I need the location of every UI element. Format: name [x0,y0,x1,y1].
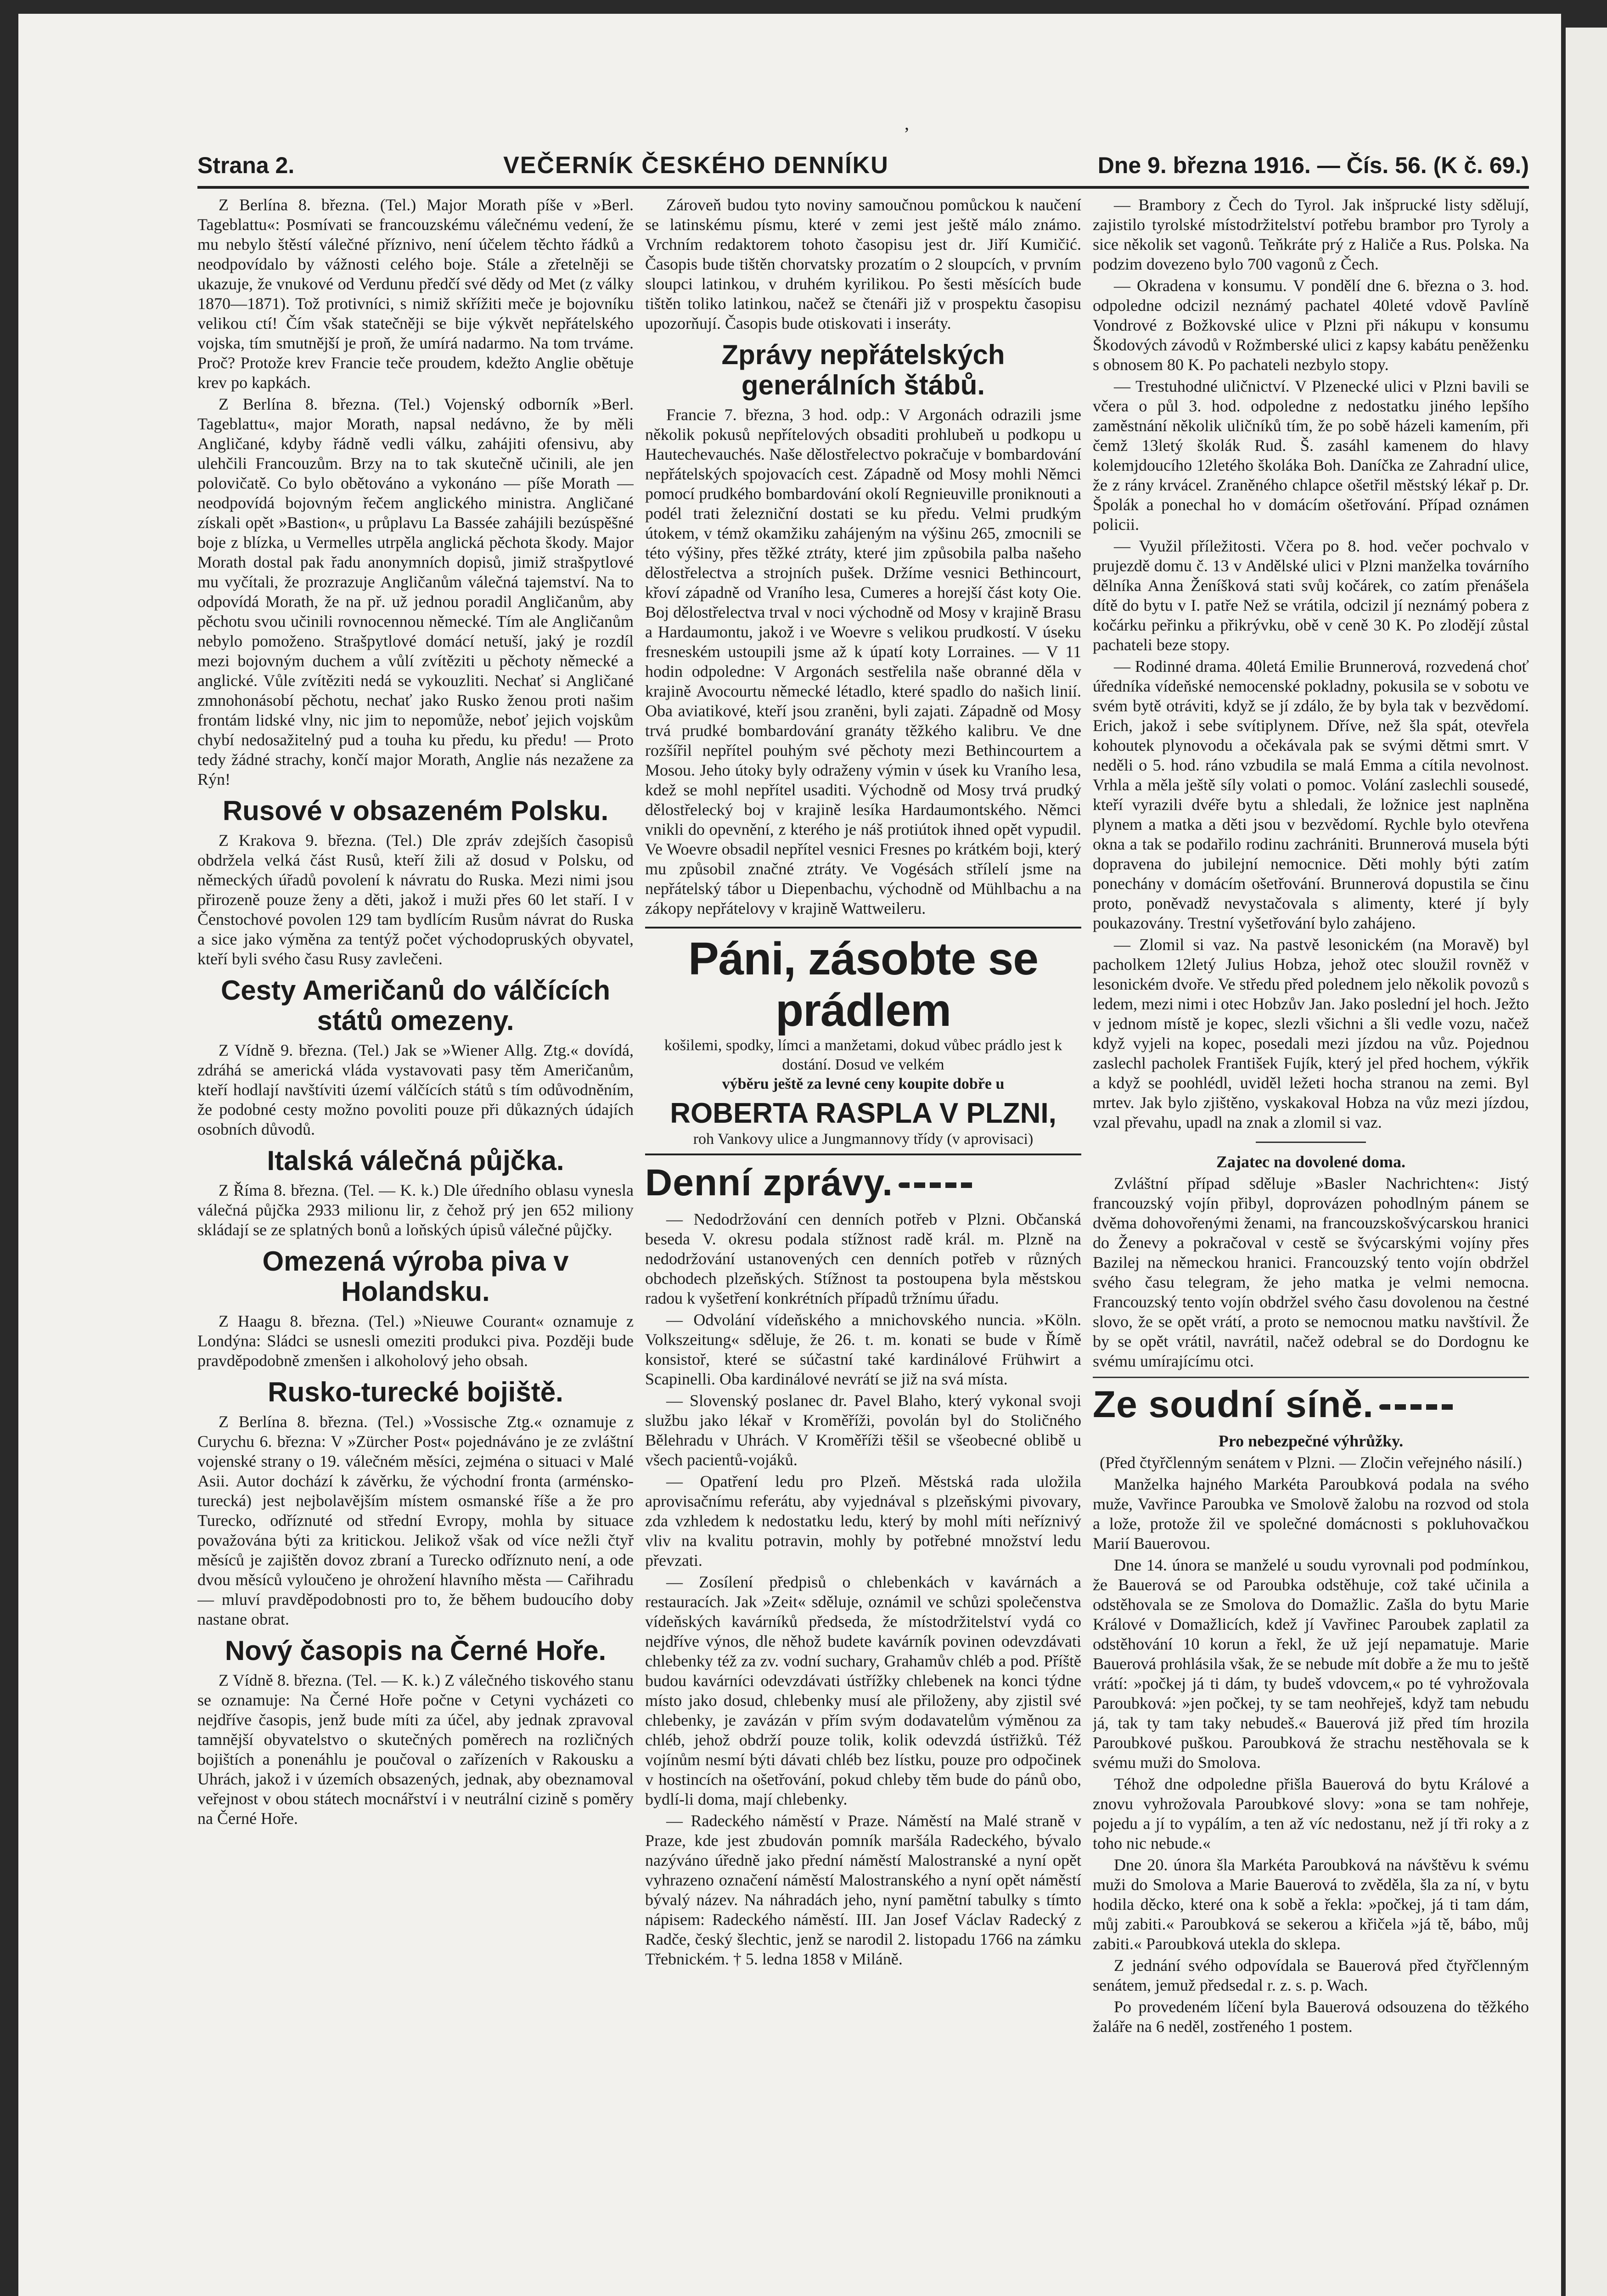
ad-line-1: košilemi, spodky, límci a manžetami, dokud vůbec prádlo jest k dostání. Dosud ve velkém [664,1037,1062,1073]
court-p1: Manželka hajného Markéta Paroubková podala na svého muže, Vavřince Paroubka ve Smolově žalobu na rozvod od stola a lože, protože žil ve společné domácnosti s pokluhovačkou Marií Bauerovou. [1093,1475,1529,1553]
article-pivo-holandsko: Z Haagu 8. března. (Tel.) »Nieuwe Courant« oznamuje z Londýna: Sládci se usnesli omeziti produkci piva. Později bude pravděpodobně zmenšen i alkoholový jeho obsah. [197,1312,634,1370]
article-rusko-turecke: Z Berlína 8. března. (Tel.) »Vossische Ztg.« oznamuje z Curychu 6. března: V »Zürcher Post« pojednáváno je ze zvláštní vojenské strany o 19. válečném měsíci, zejména o situaci v Malé Asii. Autor dochází k závěrku, že východní fronta (arménsko-turecká) jest nejbolavějším místem osmanské říše a že pro Turecko, odříznuté od střední Evropy, mohla by situace považována býti za kritickou. Jelikož však od více nežli čtyř měsíců je zajištěn dovoz zbraní a Turecko odříznuto není, a ode dvou měsíců vyloučeno je ohrožení hlavního města — Cařihradu — mluví pravděpodobnosti pro to, že během budoucího doby nastane obrat. [197,1412,634,1628]
court-p6: Po provedeném líčení byla Bauerová odsouzena do těžkého žaláře na 6 neděl, zostřeného 1 postem. [1093,1998,1529,2036]
article-zajatec: Zvláštní případ sděluje »Basler Nachrichten«: Jistý francouzský vojín přibyl, doprovázen pohodlným pánem se dvěma dohovořenými ženami, na francouzskošvýcarskou hranici do Ženevy a pokračoval v cestě se švýcarskými vojíny přes Bazilej na německou hranici. Francouzský tento vojín obdržel svého času telegram, že jeho matka je velmi nemocna. Francouzský tento vojín obdržel svého času dovolenou na čestné slovo, že se opět vrátí, a proto se nemocnou matku navštívil. Že by se opět vrátil, navrátil, načež odebral se do Dordognu ke svému umírajícímu otci. [1093,1174,1529,1370]
court-p3: Téhož dne odpoledne přišla Bauerová do bytu Králové a znovu vyhrožovala Paroubkové slovy: »ona se tam nohřeje, pojedu a jí to vypálím, a ten až víc nedostanu, než jí tři roky a z toho nic nebude.« [1093,1775,1529,1852]
court-p5: Z jednání svého odpovídala se Bauerová před čtyřčlenným senátem, jemuž předsedal r. z. s. p. Wach. [1093,1956,1529,1994]
header-rule [197,186,1529,189]
article-morath-2: Z Berlína 8. března. (Tel.) Vojenský odborník »Berl. Tageblattu«, major Morath, napsal nedávno, že by měli Angličané, kdyby řádně vedli válku, zahájiti ofensivu, aby ulehčili Francouzům. Brzy na to tak skutečně učinili, ale jen polovičatě. Co bylo obětováno a vykonáno — píše Morath — neodpovídá bojovným řečem anglického ministra. Angličané získali opět »Bastion«, u průplavu La Bassée zahájili bezúspěšné boje z blízka, u Vermelles utrpěla anglická pěchota škody. Major Morath dostal pak řadu anonymních dopisů, jimiž strašpytlové mu vyčítali, že prozrazuje Angličanům válečná tajemství. Na to odpovídá Morath, že na př. už jednou poradil Angličanům, aby pěchotu svou učinili rovnocennou německé. Tím ale Angličanům nebylo pomoženo. Strašpytlové domácí netuší, jaký je rozdíl mezi bojovným duchem a vůlí zvítěziti u pěchoty německé a anglické. Vůle zvítěziti nedá se vykouzliti. Nechať si Angličané zmnohonásobí pěchotu, nechať jako Rusko ženou proti našim frontám lidské vlny, nic jim to nepomůže, neboť jejich vojskům chybí nedosažitelný pud a touha ku předu, ku předu! — Proto tedy žádné strachy, končí major Morath, Anglie nás nezažene za Rýn! [197,395,634,788]
separator [1256,1142,1366,1143]
article-morath-1: Z Berlína 8. března. (Tel.) Major Morath píše v »Berl. Tageblattu«: Posmívati se francouzskému válečnému vedení, že mu nebylo štěstí válečné příznivo, není účelem těchto řádků a neodpovídalo by vážnosti celého boje. Stále a zřetelněji se ukazuje, že vnukové od Verdunu předčí své dědy od Met (z války 1870—1871). Tož protivníci, s nimiž skřížiti meče je bojovníku velikou ctí! Čím však statečněji se bije výkvět nepřátelského vojska, tím smutnější je proň, že umírá nadarmo. Na tom trváme. Proč? Protože krev Francie teče proudem, kdežto Anglie obětuje krev po kapkách. [197,196,634,392]
headline-rusko-turecke: Rusko-turecké bojiště. [268,1377,563,1407]
subheadline-senat: (Před čtyřčlenným senátem v Plzni. — Zločin veřejného násilí.) [1100,1453,1522,1472]
news-okradena: — Okradena v konsumu. V pondělí dne 6. března o 3. hod. odpoledne odcizil neznámý pachatel 40leté vdově Pavlíně Vondrové z Božkovské ulice v Plzni při nákupu v konsumu Škodových závodů v Rožmberské ulici z kapsy kabátu peněženku s obnosem 80 K. Po pachateli nezbylo stopy. [1093,276,1529,374]
newspaper-page [18,14,1561,2296]
scan-speck: , [905,113,909,134]
article-rusove-polsko: Z Krakova 9. března. (Tel.) Dle zpráv zdejších časopisů obdržela velká část Rusů, kteří žili až dosud v Polsku, od německých úřadů povolení k návratu do Ruska. Mezi nimi jsou přirozeně pouze ženy a děti, jakož i muži přes 60 let staří. I v Čenstochové povolen 129 tam bydlícím Rusům návrat do Ruska a sice jako výměna za tentýž počet východopruských obyvatel, kteří byli svého času Rusy zavlečeni. [197,831,634,968]
news-chlebenky: — Zosílení předpisů o chlebenkách v kavárnách a restauracích. Jak »Zeit« sděluje, oznámil ve schůzi společenstva vídeňských kavárníků předseda, že místodržitelství vydá co nejdříve výnos, dle něhož budete kavárník povinen odevzdávati chlebenky též za zv. vodní suchary, Grahamův chléb a pod. Příště budou kavárníci odevzdávati ústřížky chlebenek na konci týdne místo jako dosud, chlebenky musí ale přiloženy, aby zjistil své chlebenky, je zavázán v přím svým dodavatelům výměnou za chléb, jehož obdrží pouze tolik, kolik odevzdá ústřižků. Též vojínům nesmí býti dávati chléb bez lístku, pouze pro odpočinek v hostincích na ošetřování, pokud chleby těm bude do pánů obo, bydlí-li doma, mají chlebenky. [645,1573,1081,1808]
article-cesty-americanu: Z Vídně 9. března. (Tel.) Jak se »Wiener Allg. Ztg.« dovídá, zdráhá se americká vláda vystavovati pasy těm Američanům, kteří hodlají navštíviti území válčících států s tím odůvodněním, že podobné cesty možno povoliti pouze při důkazných údajích osobních důvodů. [197,1041,634,1138]
news-odvolani-nuncia: — Odvolání vídeňského a mnichovského nuncia. »Köln. Volkszeitung« sděluje, že 26. t. m. konati se bude v Římě konsistoř, které se súčastní také kardinálové Frühwirt a Scapinelli. Oba kardinálové nevrátí se již na svá místa. [645,1311,1081,1388]
ornament-dashes-2 [1379,1404,1457,1410]
news-opatreni-ledu: — Opatření ledu pro Plzeň. Městská rada uložila aprovisačnímu referátu, aby vyjednával s plzeňskými pivovary, zda vzhledem k nedostatku ledu, který by mohl míti neříznivý vliv na kvalitu potravin, mohly by potřebné množství ledu převzati. [645,1472,1081,1570]
column-3 [1093,195,1529,2275]
headline-novy-casopis: Nový časopis na Černé Hoře. [225,1635,607,1666]
headline-zpravy-stabu: Zprávy nepřátelských generálních štábů. [721,339,1005,400]
headline-pivo-holandsko: Omezená výroba piva v Holandsku. [262,1246,569,1307]
ad-firm-name: ROBERTA RASPLA V PLZNI, [670,1097,1056,1129]
column-2 [645,195,1081,2275]
news-nedodrzovani-cen: — Nedodržování cen denních potřeb v Plzni. Občanská beseda V. okresu podala stížnost radě král. m. Plzně na nedodržování ustanovených cen denních potřeb v různých obchodech plzeňských. Stížnost ta postoupena byla městskou radou k vyšetření konkrétních případů tržnímu úřadu. [645,1210,1081,1307]
section-denni-zpravy: Denní zprávy. [645,1162,1081,1204]
ad-address: roh Vankovy ulice a Jungmannovy třídy (v aprovisaci) [693,1131,1034,1148]
news-ulicnictvi: — Trestuhodné uličnictví. V Plzenecké ulici v Plzni bavili se včera o půl 3. hod. odpoledne z nedostatku jiného lepšího zaměstnání několik uličníků tím, že po sobě házeli kamením, při čemž 13letý školák Rud. Š. zasáhl kamenem do hlavy kolemjdoucího 12letého školáka Boh. Daníčka ze Zahradní ulice, že z rány krvácel. Zraněného chlapce ošetřil městský lékař p. Dr. Špolák a ponechal ho v domácím ošetřování. Případ oznámen policii. [1093,377,1529,534]
adjacent-page-edge [1566,28,1607,2296]
ornament-dashes [899,1182,977,1188]
ad-line-2: výběru ještě za levné ceny koupite dobře u [722,1075,1005,1092]
ad-title: Páni, zásobte se prádlem [688,933,1039,1036]
headline-italska-pujcka: Italská válečná půjčka. [267,1145,564,1176]
news-radeckeho-namesti: — Radeckého náměstí v Praze. Náměstí na Malé straně v Praze, kde jest zbudován pomník maršála Radeckého, bývalo nazýváno úředně jako přední náměstí Malostranské a nyní opět vyhrazeno označení náměstí Malostranského a nyní opět náměstí bývalý název. Na náhradách jeho, nyní pamětní tabulky s tímto nápisem: Radeckého náměstí. III. Jan Josef Václav Radecký z Radče, český šlechtic, jenž se narodil 2. listopadu 1766 na zámku Třebnickém. † 5. ledna 1858 v Miláně. [645,1812,1081,1968]
columns [197,195,1529,2275]
section-soudni-sin: Ze soudní síně. [1093,1384,1529,1426]
section-rule [1093,1377,1529,1378]
news-prilezitost: — Využil příležitosti. Včera po 8. hod. večer pochvalo v prujezdě domu č. 13 v Andělské ulici v Plzni manželka továrního dělníka Anna Ženíšková stati svůj kočárek, co zatím přenášela dítě do bytu v I. patře Než se vrátila, odcizil jí neznámý pobera z kočárku peřinku a přikrývku, obě v ceně 30 K. Po zlodějí zůstal pachateli beze stopy. [1093,537,1529,654]
header-page-number: Strana 2. [197,152,295,178]
advertisement-pradlo [645,927,1081,1155]
article-novy-casopis: Z Vídně 8. března. (Tel. — K. k.) Z válečného tiskového stanu se oznamuje: Na Černé Hoře počne v Cetyni vycházeti co nejdříve časopis, jenž bude míti za účel, aby jednak zpravoval tamnější obyvatelstvo o skutečných poměrech na rozličných bojištích a ponenáhlu je poučoval o zařízeních v Rakousku a Uhrách, jakož i v územích obsazených, jednak, aby obeznamoval veřejnost v obou státech mocnářství i v neutrální cizině s poměry na Černé Hoře. [197,1671,634,1828]
page-header [197,147,1529,184]
header-masthead: VEČERNÍK ČESKÉHO DENNÍKU [503,152,889,179]
news-rodinne-drama: — Rodinné drama. 40letá Emilie Brunnerová, rozvedená choť úředníka vídeňské nemocenské pokladny, pokusila se v sobotu ve svém bytě otráviti, když se jí zdálo, že by byla tak v bezvědomí. Erich, jakož i sebe svítiplynem. Dříve, než šla spát, otevřela kohoutek plynovodu a očekávala pak se svými dětmi smrt. V neděli o 5. hod. ráno vzbudila se malá Emma a cítila nevolnost. Vrhla a měla ještě síly volati o pomoc. Volání zaslechli sousedé, kteří vyrazili dvéře bytu a shledali, že ložnice jest naplněna plynem a matka a děti jsou v bezvědomí. Rychle bylo otevřena okna a tak se podařilo rodinu zachrániti. Brunnerová musela býti dopravena do jubilejní nemocnice. Děti mohly býti zatím ponechány v domácím ošetřování. Brunnerová dopustila se činu proto, poněvadž nevystačovala s alimenty, které jí byly poukazovány. Trestní vyšetřování bylo zahájeno. [1093,657,1529,932]
news-poslanec-blaho: — Slovenský poslanec dr. Pavel Blaho, který vykonal svoji službu jako lékař v Kroměříži, povolán byl do Stoličného Bělehradu v Uhrách. V Kroměříži těšil se všeobecné oblibě u všech pacientů-vojáků. [645,1391,1081,1469]
headline-rusove-polsko: Rusové v obsazeném Polsku. [222,795,609,826]
news-brambory: — Brambory z Čech do Tyrol. Jak inšprucké listy sdělují, zajistilo tyrolské místodržitelství potřebu brambor pro Tyroly a sice několik set vagonů. Teňkráte prý z Haliče a Rus. Polska. Na podzim dovezeno bylo 700 vagonů z Čech. [1093,196,1529,273]
headline-cesty-americanu: Cesty Američanů do válčících států omezeny. [220,975,611,1036]
court-p2: Dne 14. února se manželé u soudu vyrovnali pod podmínkou, že Bauerová se od Paroubka odstěhuje, což také učinila a odstěhovala se ze Smolova do Domažlic. Zašla do bytu Marie Králové v Domažlicích, kdež jí Vavřinec Paroubek zaplatil za odstěhování 10 korun a řekl, že už její nepamatuje. Marie Bauerová prohlásila však, že se nebude mít dobře a že mu to ještě vrátí: »počkej já ti dám, ty budeš vdovcem,« po té vyhrožovala Paroubková: »jen počkej, ty se tam neohřeješ, když tam nebudu já, tak ty tam taky nebudeš.« Bauerová již před tím hrozila Paroubkové puškou. Paroubková že strachu nestěhovala se k svému muži do Smolova. [1093,1556,1529,1772]
article-novy-casopis-cont: Zároveň budou tyto noviny samoučnou pomůckou k naučení se latinskému písmu, které v zemi jest ještě málo známo. Vrchním redaktorem tohoto časopisu jest dr. Jiří Kumičić. Časopis bude tištěn chorvatsky prozatím o 2 sloupcích, v prvním sloupci latinkou, v druhém kyrilikou. Po šesti měsících bude tištěn toliko latinkou, načež se čtenáři již v prospektu časopisu upozorňují. Časopis bude otiskovati i inseráty. [645,196,1081,332]
headline-zajatec: Zajatec na dovolené doma. [1216,1153,1405,1171]
court-p4: Dne 20. února šla Markéta Paroubková na návštěvu k svému muži do Smolova a Marie Bauerová to zvěděla, šla za ní, v bytu hodila děcko, které ona k sobě a řekla: »počkej, já ti tam dám, můj zabiti.« Paroubková se sekerou a křičela »já tě, bábo, můj zabiti.« Paroubková utekla do sklepa. [1093,1856,1529,1953]
subheadline-vyhruzky: Pro nebezpečné výhrůžky. [1218,1432,1404,1450]
article-zpravy-stabu: Francie 7. března, 3 hod. odp.: V Argonách odrazili jsme několik pokusů nepřítelových obsaditi prohlubeň u podkopu u Hautechevauchés. Naše dělostřelectvo pokračuje v bombardování nepřátelských spojovacích cest. Západně od Mosy mohli Němci pomocí prudkého bombardování okolí Regnieuville proniknouti a podél trati železniční dostati se ku předu. Velmi prudkým útokem, v témž okamžiku zahájeným na výšinu 265, zmocnili se této výšiny, přes těžké ztráty, které jim způsobila palba našeho dělostřelectva a strojních pušek. Držíme vesnici Bethincourt, křoví západně od Vraního lesa, Cumeres a horejší část koty Oie. Boj dělostřelectva trval v noci východně od Mosy v krajině Brasu a Hardaumontu, jakož i ve Woevre s velikou prudkostí. V úseku fresneském ustoupili jsme až k úpatí koty Lorraines. — V 11 hodin odpoledne: V Argonách sestřelila naše obranné děla v krajině Avocourtu německé létadlo, které spadlo do našich linií. Oba aviatikové, kteří jsou zraněni, byli zajati. Západně od Mosy trvá prudké bombardování granáty těžkého kalibru. Ve dne rozšířil nepřítel pouhým své pěchoty mezi Bethincourtem a Mosou. Jeho útoky byly odraženy výmin v úsek ku Vraního lesa, kdež se mohl nepřítel usaditi. Východně od Mosy trvá prudký dělostřelecký boj v krajině lesíka Hardaumontského. Němci vnikli do opevnění, z kterého je náš protiútok ihned opět vypudil. Ve Woevre obsadil nepřítel vesnici Fresnes po krátkém boji, který mu způsobil značné ztráty. Ve Vogésách střílelí jsme na nepřátelský tábor u Diepenbachu, východně od Mühlbachu a na zákopy nepřátelovy v krajině Wattweileru. [645,405,1081,917]
header-date-issue: Dne 9. března 1916. — Čís. 56. (K č. 69.) [1097,152,1529,178]
column-1 [197,195,634,2275]
article-italska-pujcka: Z Říma 8. března. (Tel. — K. k.) Dle úředního oblasu vynesla válečná půjčka 2933 milionu lir, z čehož prý jen 652 miliony skládají se ze splatných bonů a loňských úpisů válečné půjčky. [197,1181,634,1239]
news-zlomil-vaz: — Zlomil si vaz. Na pastvě lesonickém (na Moravě) byl pacholkem 12letý Julius Hobza, jehož otec sloužil rovněž v lesonickém dvoře. Ve středu před polednem jelo několik povozů s ledem, mezi nimi i otec Hobzův Jan. Jako poslední jel hoch. Ježto v jednom místě je kopec, slezli všichni a šli vedle vozu, načež když vyjeli na kopec, posedali mezi jízdou na vůz. Pojednou zaslechl pacholek František Fujík, který jel před hochem, výkřik a když se poohlédl, uviděl ležeti hocha stranou na zemi. Byl mrtev. Jak bylo zjištěno, vyskakoval Hobza na vůz mezi jízdou, vzal převahu, upadl na znak a zlomil si vaz. [1093,935,1529,1131]
